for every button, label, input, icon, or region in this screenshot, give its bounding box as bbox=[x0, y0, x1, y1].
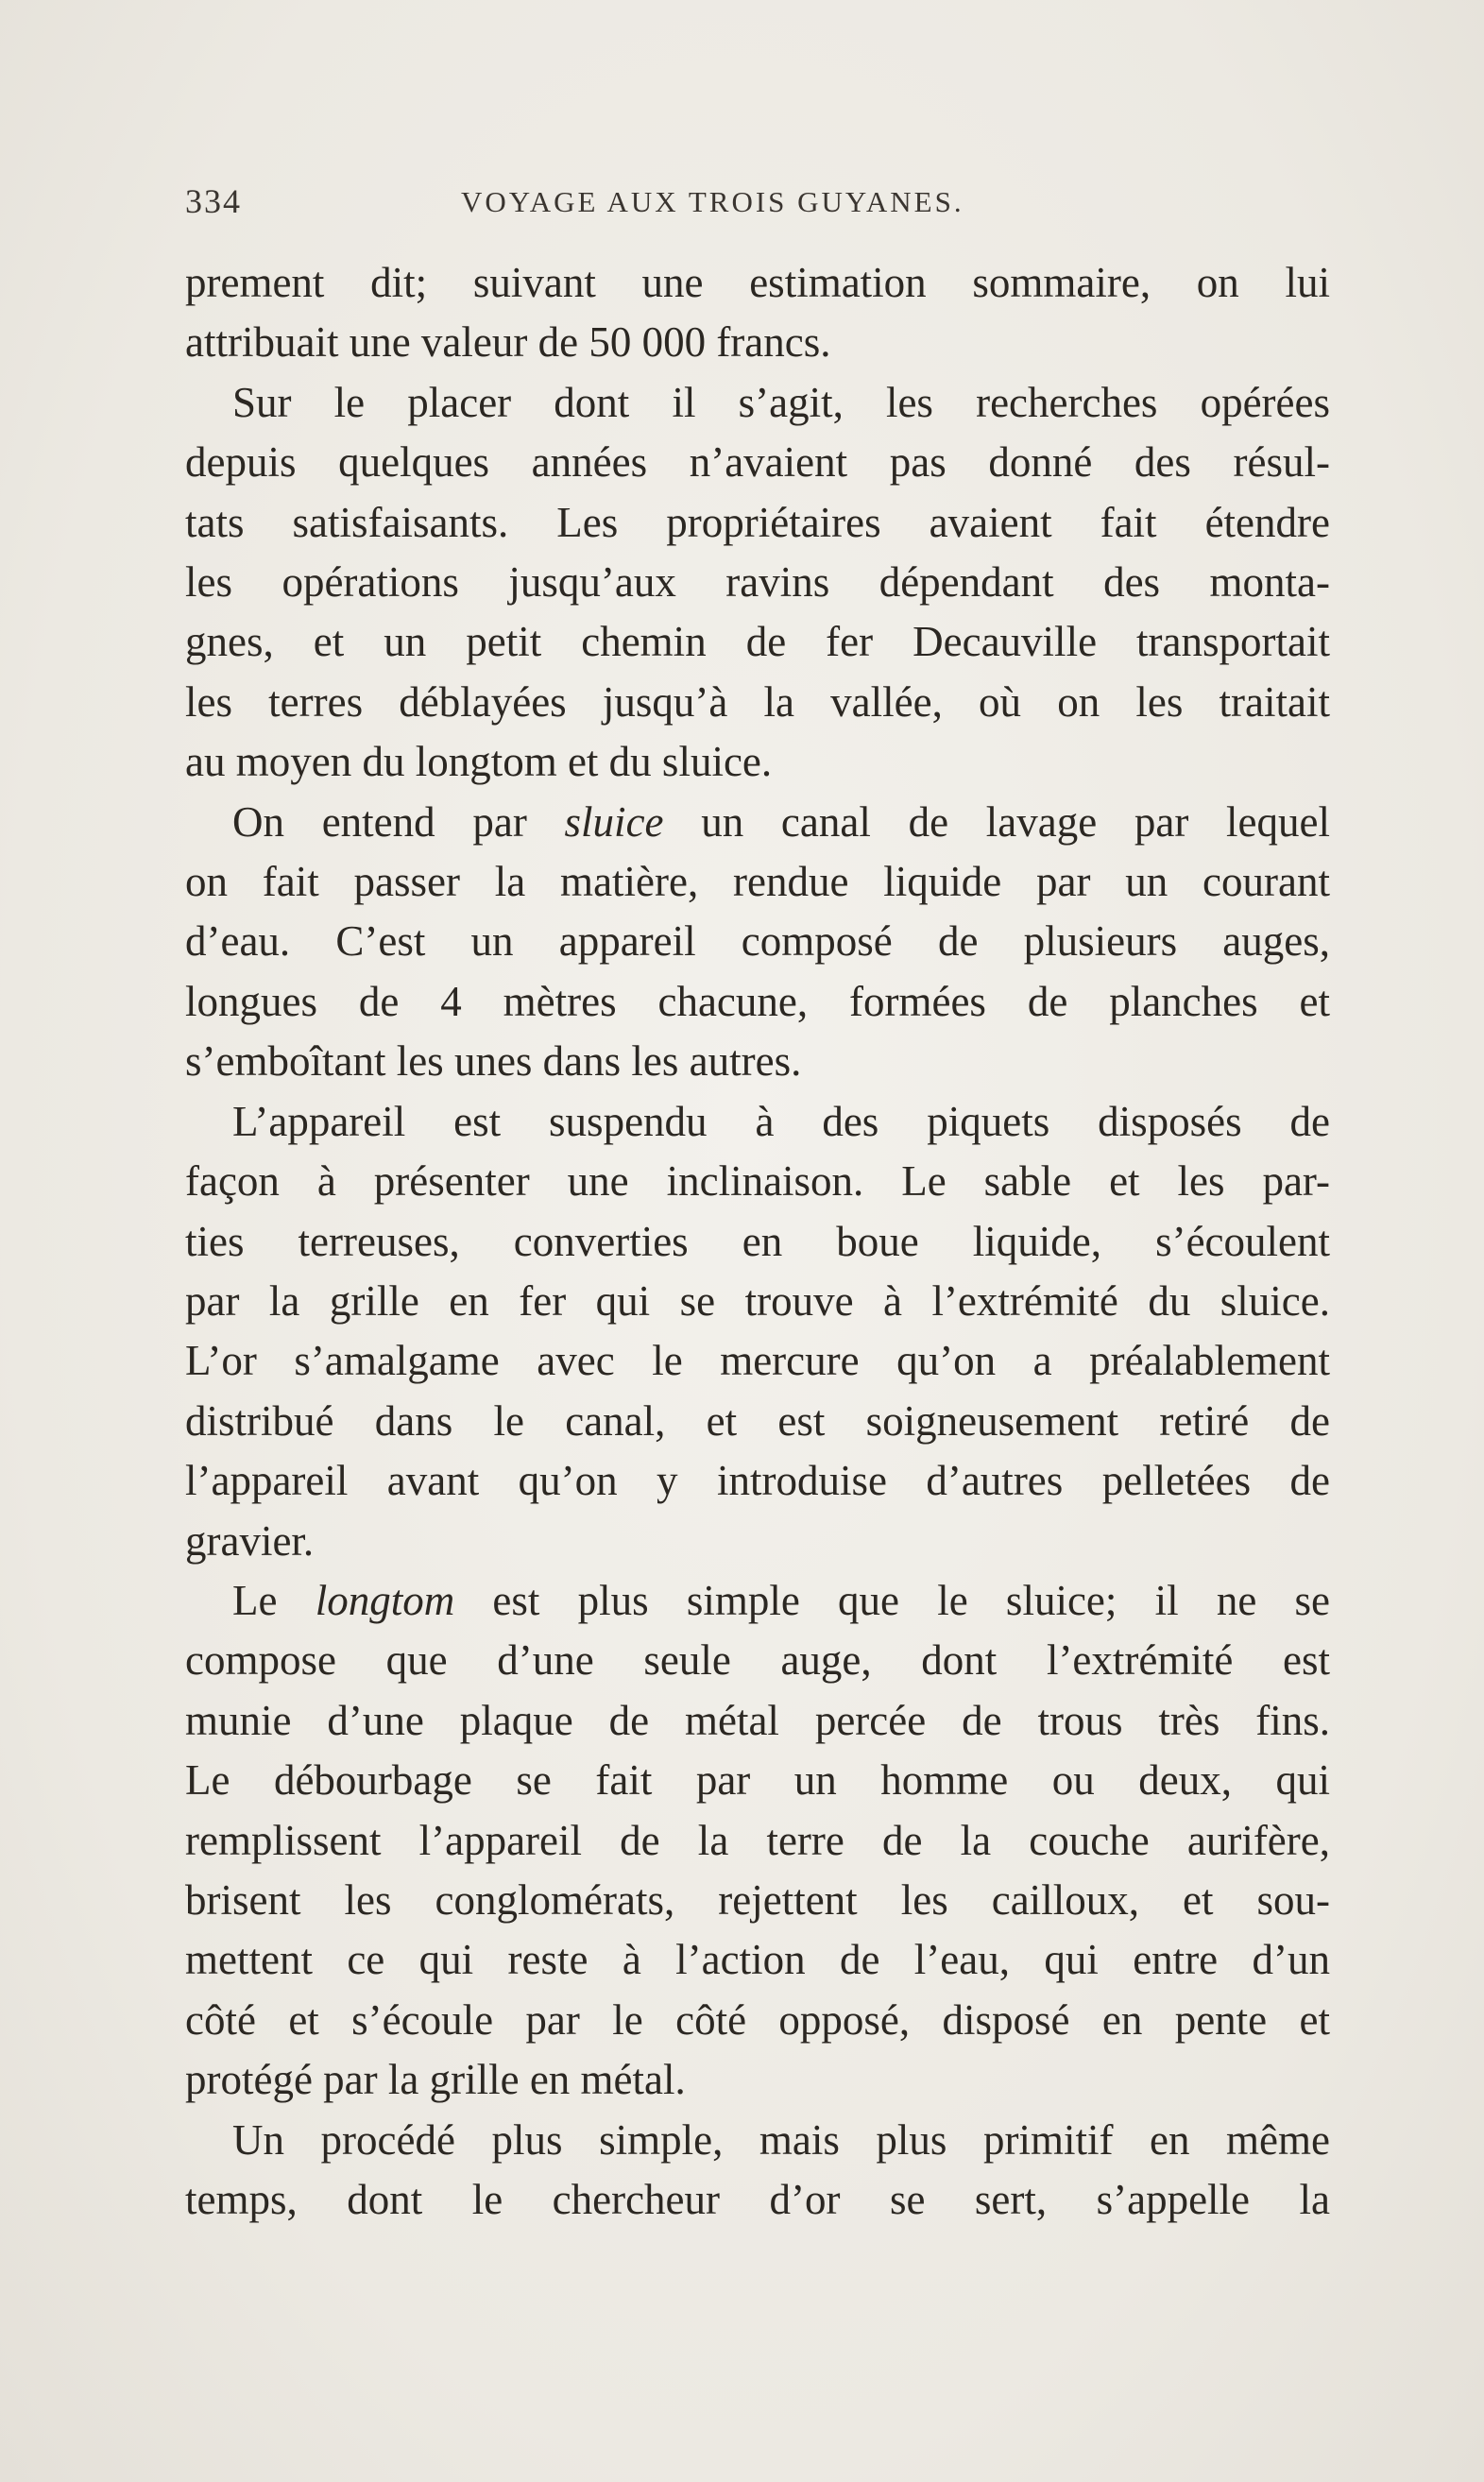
page-header bbox=[185, 181, 1328, 231]
text-line: les terres déblayées jusqu’à la vallée, où on les traitait bbox=[185, 677, 1330, 726]
text-line: d’eau. C’est un appareil composé de plusieurs auges, bbox=[185, 917, 1330, 966]
text-line: ties terreuses, converties en boue liquide, s’écoulent bbox=[185, 1217, 1330, 1265]
text-line: tats satisfaisants. Les propriétaires avaient fait étendre bbox=[185, 498, 1330, 546]
text-line: s’emboîtant les unes dans les autres. bbox=[185, 1037, 802, 1086]
text-line: gravier. bbox=[185, 1516, 315, 1565]
text-line bbox=[185, 1571, 1330, 1631]
text-line: par la grille en fer qui se trouve à l’extrémité du sluice. bbox=[185, 1276, 1330, 1325]
text-line: côté et s’écoule par le côté opposé, disposé en pente et bbox=[185, 1995, 1330, 2044]
text-line: gnes, et un petit chemin de fer Decauville transportait bbox=[185, 618, 1330, 666]
italic-term: longtom bbox=[315, 1576, 455, 1624]
text-line: prement dit; suivant une estimation sommaire, on lui bbox=[185, 259, 1330, 306]
text-line bbox=[185, 793, 1330, 852]
text-line: compose que d’une seule auge, dont l’extrémité est bbox=[185, 1636, 1330, 1685]
text-line: Le débourbage se fait par un homme ou deux, qui bbox=[185, 1756, 1330, 1805]
text-line: au moyen du longtom et du sluice. bbox=[185, 738, 773, 786]
text-line: temps, dont le chercheur d’or se sert, s’appelle la bbox=[185, 2176, 1330, 2223]
text-segment: est plus simple que le sluice; il ne se bbox=[454, 1576, 1331, 1624]
text-line: attribuait une valeur de 50 000 francs. bbox=[185, 318, 831, 367]
text-line: l’appareil avant qu’on y introduise d’autres pelletées de bbox=[185, 1457, 1330, 1505]
text-line: brisent les conglomérats, rejettent les cailloux, et sou- bbox=[185, 1875, 1330, 1924]
body-text bbox=[185, 253, 1330, 2230]
text-line: L’appareil est suspendu à des piquets disposés de bbox=[232, 1097, 1330, 1145]
text-line: on fait passer la matière, rendue liquide par un courant bbox=[185, 858, 1330, 906]
text-line: remplissent l’appareil de la terre de la couche aurifère, bbox=[185, 1816, 1330, 1864]
text-line: Un procédé plus simple, mais plus primitif en même bbox=[232, 2115, 1330, 2164]
text-line: les opérations jusqu’aux ravins dépendant des monta- bbox=[185, 558, 1330, 607]
text-line: munie d’une plaque de métal percée de trous très fins. bbox=[185, 1696, 1330, 1744]
text-line: protégé par la grille en métal. bbox=[185, 2056, 686, 2104]
text-line: façon à présenter une inclinaison. Le sable et les par- bbox=[185, 1157, 1330, 1206]
text-line: distribué dans le canal, et est soigneusement retiré de bbox=[185, 1396, 1330, 1445]
text-segment: Le bbox=[232, 1576, 316, 1624]
italic-term: sluice bbox=[564, 797, 664, 846]
text-line: mettent ce qui reste à l’action de l’eau, qui entre d’un bbox=[185, 1936, 1330, 1984]
text-segment: On entend par bbox=[232, 797, 565, 846]
text-line: Sur le placer dont il s’agit, les recherches opérées bbox=[232, 378, 1330, 426]
text-segment: un canal de lavage par lequel bbox=[663, 797, 1331, 846]
running-title: VOYAGE AUX TROIS GUYANES. bbox=[461, 185, 964, 218]
text-line: depuis quelques années n’avaient pas donné des résul- bbox=[185, 438, 1330, 487]
text-line: longues de 4 mètres chacune, formées de planches et bbox=[185, 977, 1330, 1025]
text-line: L’or s’amalgame avec le mercure qu’on a préalablement bbox=[185, 1337, 1330, 1385]
page-number: 334 bbox=[185, 182, 242, 220]
